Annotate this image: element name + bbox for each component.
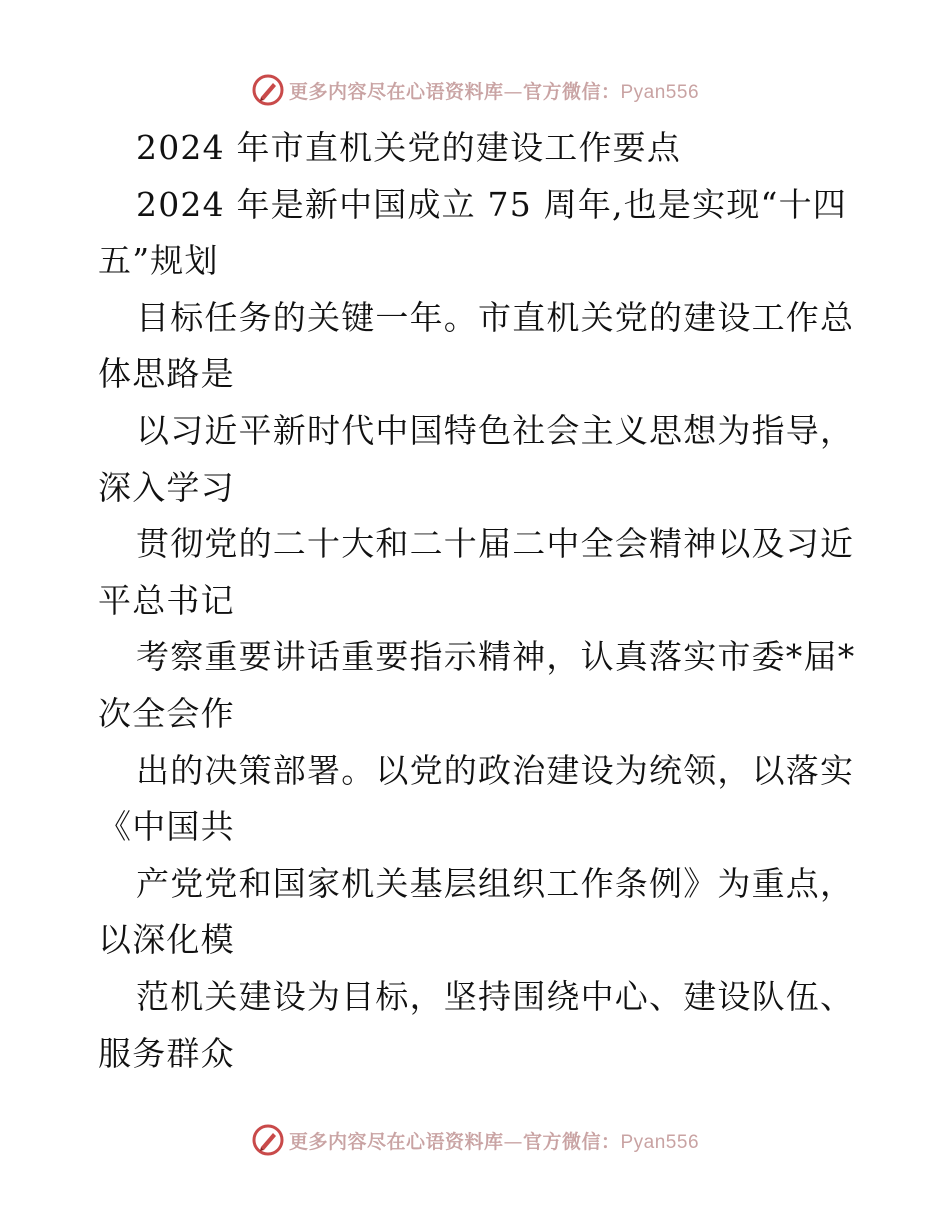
text-line: 次全会作	[98, 693, 235, 733]
footer-watermark	[0, 1120, 950, 1160]
watermark-contact: 官方微信：	[522, 1130, 621, 1153]
text-line: 深入学习	[98, 467, 235, 507]
watermark-text	[289, 1127, 699, 1154]
text-line: 平总书记	[98, 580, 235, 620]
document-body	[98, 120, 858, 1082]
text-line: 体思路是	[98, 354, 235, 394]
watermark-account: Pyan556	[620, 81, 700, 103]
text-line: 服务群众	[98, 1033, 235, 1073]
document-title: 2024 年市直机关党的建设工作要点	[136, 128, 682, 167]
pen-logo-icon	[251, 1123, 285, 1157]
header-watermark	[0, 70, 950, 110]
pen-logo-icon	[251, 73, 285, 107]
text-line: 考察重要讲话重要指示精神，认真落实市委*届*	[136, 637, 856, 677]
text-line: 贯彻党的二十大和二十届二中全会精神以及习近	[136, 524, 855, 564]
text-line: 范机关建设为目标，坚持围绕中心、建设队伍、	[136, 976, 855, 1016]
watermark-account: Pyan556	[620, 1131, 700, 1153]
text-line: 以深化模	[98, 920, 235, 960]
text-line: 目标任务的关键一年。市直机关党的建设工作总	[136, 297, 855, 337]
watermark-slogan: 更多内容尽在心语资料库	[288, 1130, 504, 1153]
text-line: 出的决策部署。以党的政治建设为统领，以落实	[136, 750, 855, 790]
watermark-dash: —	[503, 80, 523, 103]
watermark-contact: 官方微信：	[522, 80, 621, 103]
text-line: 产党党和国家机关基层组织工作条例》为重点，	[136, 863, 855, 903]
text-line: 五”规划	[98, 241, 219, 281]
text-line: 2024 年是新中国成立 75 周年,也是实现“十四	[136, 184, 848, 224]
text-line: 以习近平新时代中国特色社会主义思想为指导，	[136, 410, 855, 450]
watermark-text	[289, 77, 699, 104]
watermark-dash: —	[503, 1130, 523, 1153]
watermark-slogan: 更多内容尽在心语资料库	[288, 80, 504, 103]
text-line: 《中国共	[98, 807, 235, 847]
